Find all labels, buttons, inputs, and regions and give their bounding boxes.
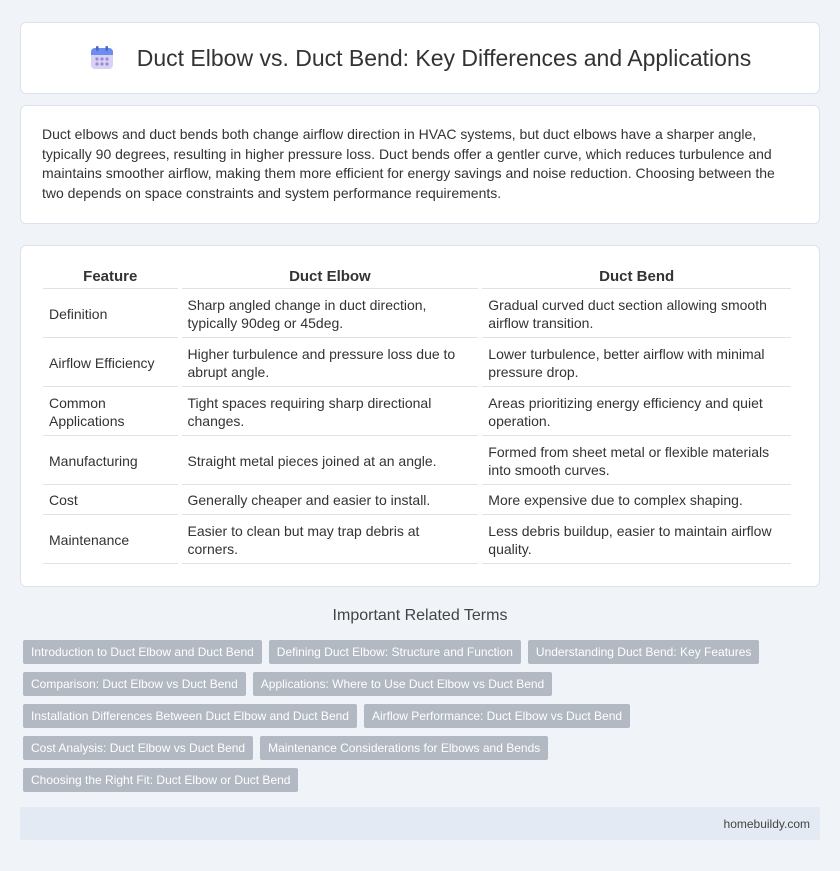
row-bend-value: Lower turbulence, better airflow with minimal pressure drop.: [482, 338, 791, 387]
row-bend-value: Gradual curved duct section allowing smooth airflow transition.: [482, 289, 791, 338]
row-feature: Airflow Efficiency: [43, 338, 178, 387]
comparison-table: [39, 264, 795, 564]
tag-row: [23, 736, 823, 760]
row-feature: Manufacturing: [43, 436, 178, 485]
related-term-tag[interactable]: Maintenance Considerations for Elbows and Bends: [260, 736, 548, 760]
intro-card: [20, 105, 820, 224]
table-row: [43, 338, 791, 387]
table-row: [43, 289, 791, 338]
table-row: [43, 436, 791, 485]
row-feature: Maintenance: [43, 515, 178, 564]
header-feature: Feature: [43, 264, 178, 289]
row-bend-value: Formed from sheet metal or flexible materials into smooth curves.: [482, 436, 791, 485]
row-feature: Common Applications: [43, 387, 178, 436]
row-elbow-value: Straight metal pieces joined at an angle.: [182, 436, 479, 485]
table-row: [43, 515, 791, 564]
table-row: [43, 485, 791, 515]
row-elbow-value: Higher turbulence and pressure loss due to abrupt angle.: [182, 338, 479, 387]
related-term-tag[interactable]: Choosing the Right Fit: Duct Elbow or Duct Bend: [23, 768, 298, 792]
related-term-tag[interactable]: Understanding Duct Bend: Key Features: [528, 640, 759, 664]
row-elbow-value: Tight spaces requiring sharp directional changes.: [182, 387, 479, 436]
tag-row: [23, 704, 823, 728]
related-term-tag[interactable]: Airflow Performance: Duct Elbow vs Duct Bend: [364, 704, 630, 728]
calendar-icon: [89, 45, 115, 71]
row-elbow-value: Easier to clean but may trap debris at corners.: [182, 515, 479, 564]
tag-row: [23, 768, 823, 792]
related-terms-list: [23, 640, 823, 800]
header-duct-bend: Duct Bend: [482, 264, 791, 289]
row-feature: Cost: [43, 485, 178, 515]
tag-row: [23, 672, 823, 696]
related-terms-title: Important Related Terms: [332, 607, 508, 624]
related-term-tag[interactable]: Installation Differences Between Duct Elbow and Duct Bend: [23, 704, 357, 728]
row-elbow-value: Generally cheaper and easier to install.: [182, 485, 479, 515]
table-row: [43, 387, 791, 436]
footer-site-link[interactable]: homebuildy.com: [723, 817, 810, 831]
related-term-tag[interactable]: Comparison: Duct Elbow vs Duct Bend: [23, 672, 246, 696]
row-bend-value: Areas prioritizing energy efficiency and quiet operation.: [482, 387, 791, 436]
page-title: Duct Elbow vs. Duct Bend: Key Differences and Applications: [136, 44, 752, 71]
related-term-tag[interactable]: Defining Duct Elbow: Structure and Function: [269, 640, 521, 664]
comparison-table-card: [20, 245, 820, 587]
header: [89, 45, 752, 72]
row-elbow-value: Sharp angled change in duct direction, typically 90deg or 45deg.: [182, 289, 479, 338]
row-feature: Definition: [43, 289, 178, 338]
intro-paragraph: Duct elbows and duct bends both change airflow direction in HVAC systems, but duct elbows have a sharper angle, typically 90 degrees, resulting in higher pressure loss. Duct bends offer a gentler curve, which reduces turbulence and maintains smoother airflow, making them more efficient for energy savings and noise reduction. Choosing between the two depends on space constraints and system performance requirements.: [42, 126, 775, 201]
row-bend-value: Less debris buildup, easier to maintain airflow quality.: [482, 515, 791, 564]
header-card: [20, 22, 820, 94]
footer: [20, 807, 820, 840]
tag-row: [23, 640, 823, 664]
related-term-tag[interactable]: Cost Analysis: Duct Elbow vs Duct Bend: [23, 736, 253, 760]
header-duct-elbow: Duct Elbow: [182, 264, 479, 289]
related-term-tag[interactable]: Applications: Where to Use Duct Elbow vs Duct Bend: [253, 672, 552, 696]
table-header-row: [43, 264, 791, 289]
row-bend-value: More expensive due to complex shaping.: [482, 485, 791, 515]
related-term-tag[interactable]: Introduction to Duct Elbow and Duct Bend: [23, 640, 262, 664]
